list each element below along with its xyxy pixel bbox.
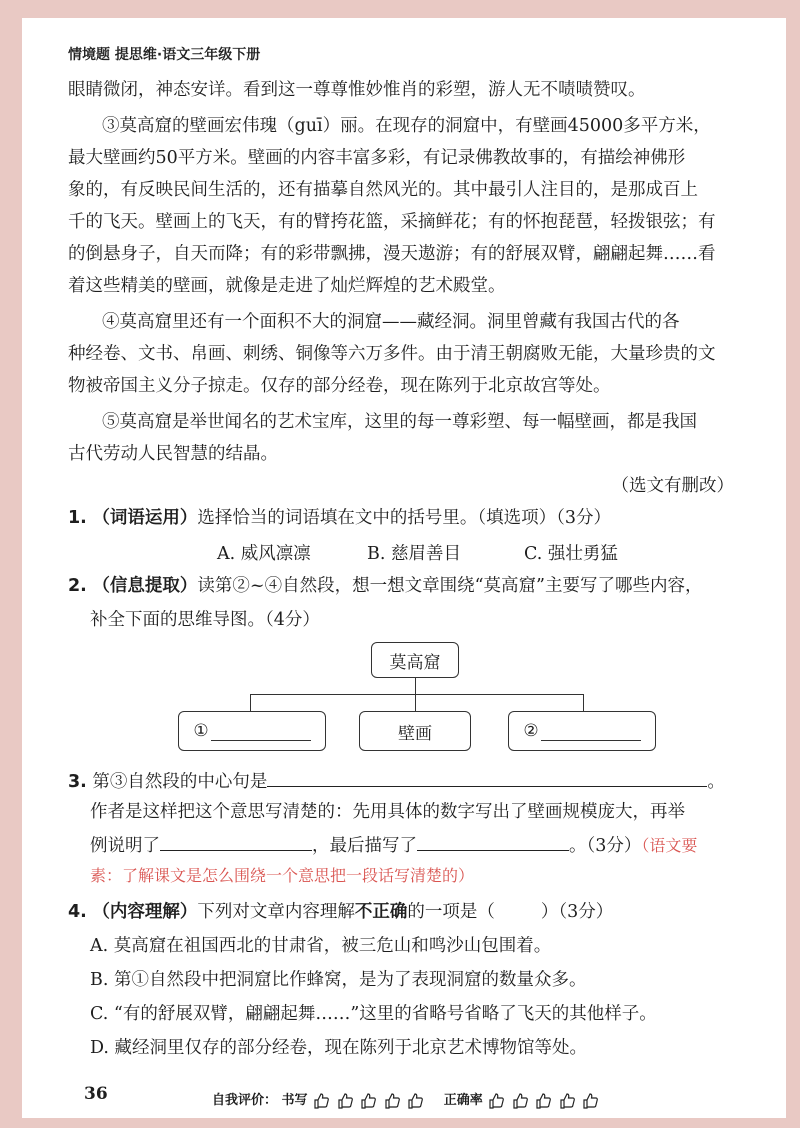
worksheet-page <box>22 18 786 1118</box>
question-emphasis: 不正确 <box>354 902 408 922</box>
question-text: 选择恰当的词语填在文中的括号里。（填选项）（3分） <box>197 508 612 528</box>
passage-line: ③莫高窟的壁画宏伟瑰（guī）丽。在现存的洞窟中，有壁画45000多平方米， <box>102 116 711 136</box>
question-2-cont: 补全下面的思维导图。（4分） <box>90 610 320 630</box>
mindmap-answer-blank[interactable] <box>211 722 311 741</box>
question-text: 例说明了 <box>90 836 160 856</box>
question-2 <box>68 574 768 598</box>
mindmap-left-node <box>178 711 326 751</box>
question-text: 。（3分） <box>569 836 642 856</box>
mindmap-right-node <box>508 711 656 751</box>
option-c[interactable]: C. 强壮勇猛 <box>524 544 618 564</box>
option-b[interactable]: B. 第①自然段中把洞窟比作蜂窝，是为了表现洞窟的数量众多。 <box>90 970 587 990</box>
passage-line: 种经卷、文书、帛画、刺绣、铜像等六万多件。由于清王朝腐败无能，大量珍贵的文 <box>68 344 716 364</box>
question-text: ，最后描写了 <box>312 836 417 856</box>
passage-line: 千的飞天。壁画上的飞天，有的臂挎花篮，采摘鲜花；有的怀抱琵琶，轻拨银弦；有 <box>68 212 716 232</box>
passage-source: （选文有删改） <box>611 476 734 496</box>
question-4 <box>68 900 768 924</box>
passage-line: 着这些精美的壁画，就像是走进了灿烂辉煌的艺术殿堂。 <box>68 276 506 296</box>
option-c[interactable]: C. “有的舒展双臂，翩翩起舞……”这里的省略号省略了飞天的其他样子。 <box>90 1004 657 1024</box>
thumbs-up-icon[interactable] <box>406 1092 424 1110</box>
question-3-cont <box>90 832 790 858</box>
teaching-note: 素：了解课文是怎么围绕一个意思把一段话写清楚的） <box>90 866 475 885</box>
question-text: 下列对文章内容理解 <box>197 902 355 922</box>
question-number: 4. <box>68 902 87 922</box>
question-text: 。 <box>707 772 725 792</box>
writing-label: 书写 <box>281 1093 308 1108</box>
option-d[interactable]: D. 藏经洞里仅存的部分经卷，现在陈列于北京艺术博物馆等处。 <box>90 1038 588 1058</box>
question-text: 读第②~④自然段，想一想文章围绕“莫高窟”主要写了哪些内容， <box>197 576 703 596</box>
passage-line: 眼睛微闭，神态安详。看到这一尊尊惟妙惟肖的彩塑，游人无不啧啧赞叹。 <box>68 80 646 100</box>
passage-line: ⑤莫高窟是举世闻名的艺术宝库，这里的每一尊彩塑、每一幅壁画，都是我国 <box>102 412 697 432</box>
thumbs-up-icon[interactable] <box>312 1092 330 1110</box>
answer-blank[interactable] <box>267 768 707 787</box>
answer-blank[interactable] <box>417 832 569 851</box>
question-text: 第③自然段的中心句是 <box>92 772 268 792</box>
question-text: ）（3分） <box>540 902 614 922</box>
mindmap-left-label: ① <box>193 721 209 741</box>
passage-line: 的倒悬身子，自天而降；有的彩带飘拂，漫天遨游；有的舒展双臂，翩翩起舞……看 <box>68 244 716 264</box>
mindmap-answer-blank[interactable] <box>541 722 641 741</box>
thumbs-up-icon[interactable] <box>581 1092 599 1110</box>
accuracy-label: 正确率 <box>443 1093 483 1108</box>
passage-line: ④莫高窟里还有一个面积不大的洞窟——藏经洞。洞里曾藏有我国古代的各 <box>102 312 680 332</box>
question-text: 的一项是（ <box>407 902 495 922</box>
answer-blank[interactable] <box>160 832 312 851</box>
question-3 <box>68 768 768 794</box>
question-number: 3. <box>68 772 87 792</box>
question-1 <box>68 506 768 530</box>
writing-rating <box>312 1093 430 1108</box>
self-eval-label: 自我评价： <box>212 1093 278 1108</box>
thumbs-up-icon[interactable] <box>336 1092 354 1110</box>
page-number: 36 <box>84 1084 108 1104</box>
question-number: 1. <box>68 508 87 528</box>
question-3-cont: 作者是这样把这个意思写清楚的：先用具体的数字写出了壁画规模庞大，再举 <box>90 802 685 822</box>
question-tag: （内容理解） <box>92 902 198 922</box>
thumbs-up-icon[interactable] <box>511 1092 529 1110</box>
mindmap-connector <box>250 694 251 711</box>
teaching-note: （语文要 <box>641 836 698 855</box>
thumbs-up-icon[interactable] <box>383 1092 401 1110</box>
passage-line: 最大壁画约50平方米。壁画的内容丰富多彩，有记录佛教故事的，有描绘神佛形 <box>68 148 686 168</box>
thumbs-up-icon[interactable] <box>558 1092 576 1110</box>
thumbs-up-icon[interactable] <box>359 1092 377 1110</box>
passage-line: 古代劳动人民智慧的结晶。 <box>68 444 278 464</box>
mindmap-connector <box>250 694 584 695</box>
mindmap-connector <box>415 694 416 711</box>
question-number: 2. <box>68 576 87 596</box>
passage-line: 象的，有反映民间生活的，还有描摹自然风光的。其中最引人注目的，是那成百上 <box>68 180 698 200</box>
option-b[interactable]: B. 慈眉善目 <box>367 544 461 564</box>
mindmap-connector <box>583 694 584 711</box>
passage-line: 物被帝国主义分子掠走。仅存的部分经卷，现在陈列于北京故宫等处。 <box>68 376 611 396</box>
question-tag: （词语运用） <box>92 508 198 528</box>
mindmap-connector <box>415 678 416 694</box>
mindmap-root: 莫高窟 <box>371 642 459 678</box>
self-evaluation <box>212 1089 600 1113</box>
thumbs-up-icon[interactable] <box>534 1092 552 1110</box>
option-a[interactable]: A. 莫高窟在祖国西北的甘肃省，被三危山和鸣沙山包围着。 <box>90 936 552 956</box>
thumbs-up-icon[interactable] <box>487 1092 505 1110</box>
option-a[interactable]: A. 威风凛凛 <box>217 544 311 564</box>
question-tag: （信息提取） <box>92 576 198 596</box>
page-header: 情境题 提思维·语文三年级下册 <box>68 47 261 63</box>
mindmap-right-label: ② <box>523 721 539 741</box>
mindmap-middle-node: 壁画 <box>359 711 471 751</box>
accuracy-rating <box>487 1093 600 1108</box>
